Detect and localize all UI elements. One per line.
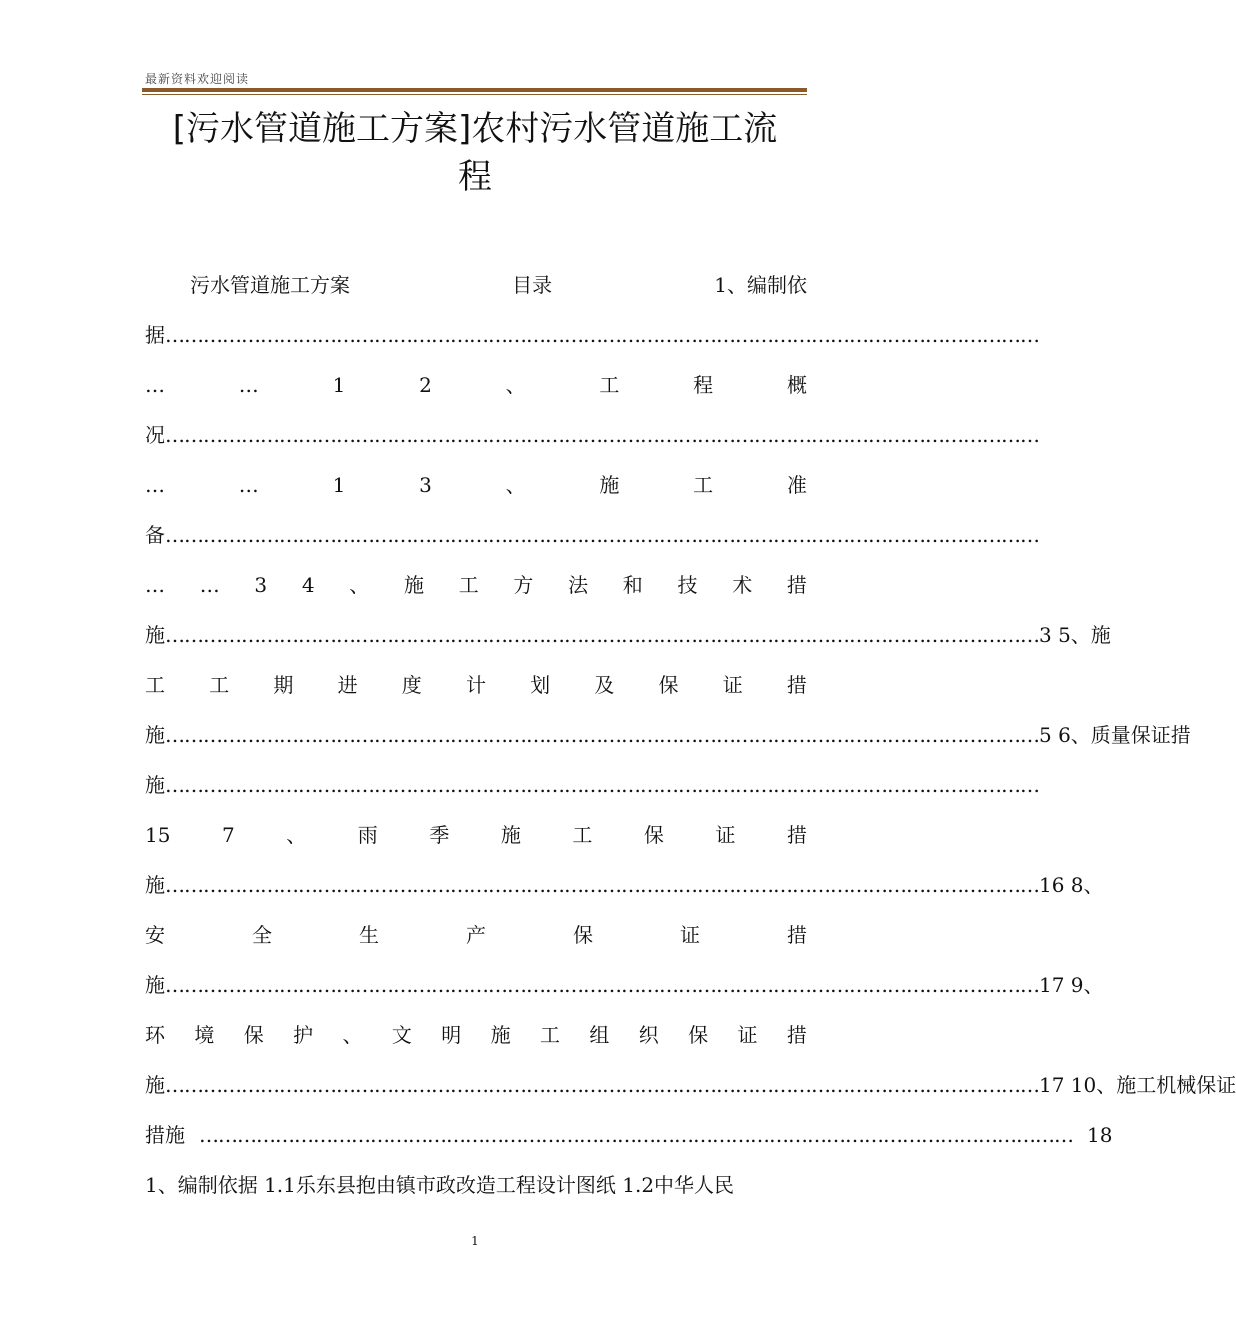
toc-token: 、 (342, 1023, 363, 1047)
toc-token: 1 (332, 373, 346, 397)
toc-token: 措 (786, 823, 807, 847)
toc-token: 保 (688, 1023, 709, 1047)
toc-line-4 (145, 420, 1039, 450)
toc-token: 证 (680, 923, 700, 947)
toc-token: 和 (622, 573, 643, 597)
toc-text: 施 (145, 873, 165, 897)
toc-token: 施 (599, 473, 620, 497)
leader-dots: ………………………………………………………………………………………………………………………… (165, 723, 1039, 747)
toc-line-10 (145, 720, 1191, 750)
leader-dots: ………………………………………………………………………………………………………………………… (165, 623, 1039, 647)
toc-text: 施 (145, 623, 165, 647)
toc-line-2 (145, 320, 1039, 350)
toc-token: 术 (732, 573, 753, 597)
toc-text: 施 (145, 723, 165, 747)
toc-token: 护 (293, 1023, 314, 1047)
toc-token: 保 (643, 823, 664, 847)
toc-token: 划 (530, 673, 551, 697)
toc-token: 、 (505, 473, 526, 497)
toc-text: 据 (145, 323, 165, 347)
document-title (142, 105, 808, 201)
title-line-2: 程 (458, 157, 492, 197)
toc-token: 工 (693, 473, 714, 497)
toc-token: 保 (243, 1023, 264, 1047)
toc-token: 工 (599, 373, 620, 397)
leader-dots: ………………………………………………………………………………………………………………………… (165, 873, 1039, 897)
toc-token: 法 (568, 573, 589, 597)
toc-token: 措 (786, 573, 807, 597)
toc-line-3 (145, 370, 807, 400)
leader-dots: ………………………………………………………………………………………………………………………… (165, 523, 1039, 547)
toc-token: 安 (145, 923, 165, 947)
toc-token: 保 (658, 673, 679, 697)
toc-line-15 (145, 970, 1104, 1000)
toc-token: 生 (359, 923, 379, 947)
toc-token: 及 (594, 673, 615, 697)
toc-token: 3 (254, 573, 268, 597)
toc-token: 污水管道施工方案 (190, 273, 350, 297)
page-number: 1 (471, 1234, 479, 1248)
toc-token: 织 (638, 1023, 659, 1047)
toc-token: 工 (458, 573, 479, 597)
toc-text: 施 (145, 1073, 165, 1097)
toc-token: … (199, 573, 220, 597)
toc-line-8 (145, 620, 1111, 650)
toc-token: 文 (391, 1023, 412, 1047)
toc-line-13 (145, 870, 1104, 900)
toc-token: 证 (722, 673, 743, 697)
toc-text: 18 (1087, 1123, 1113, 1147)
header-text: 最新资料欢迎阅读 (145, 72, 250, 86)
toc-token: 计 (465, 673, 486, 697)
toc-token: 环 (145, 1023, 165, 1047)
body-text-line: 1、编制依据 1.1乐东县抱由镇市政改造工程设计图纸 1.2中华人民 (145, 1173, 735, 1197)
toc-token: 全 (252, 923, 272, 947)
toc-token: 准 (786, 473, 807, 497)
toc-token: 、 (505, 373, 526, 397)
toc-token: 保 (573, 923, 593, 947)
leader-dots: ………………………………………………………………………………………………………………………… (199, 1123, 1073, 1147)
toc-token: 组 (589, 1023, 610, 1047)
toc-token: 施 (490, 1023, 511, 1047)
toc-text: 3 5、施 (1039, 623, 1111, 647)
toc-line-17 (145, 1070, 1236, 1100)
toc-token: 1 (332, 473, 346, 497)
toc-text: 措施 (145, 1123, 185, 1147)
toc-line-9 (145, 670, 807, 700)
toc-text: 况 (145, 423, 165, 447)
toc-text: 17 10、施工机械保证 (1039, 1073, 1236, 1097)
toc-token: … (145, 473, 165, 497)
toc-token: 季 (429, 823, 450, 847)
toc-token: 工 (540, 1023, 560, 1047)
toc-text: 施 (145, 773, 165, 797)
toc-token: 目录 (512, 273, 553, 297)
toc-token: 15 (145, 823, 171, 847)
toc-token: 2 (419, 373, 432, 397)
toc-text: 17 9、 (1039, 973, 1104, 997)
leader-dots: ………………………………………………………………………………………………………………………… (165, 323, 1039, 347)
toc-token: 证 (737, 1023, 758, 1047)
toc-token: 措 (786, 1023, 807, 1047)
toc-token: … (238, 373, 259, 397)
toc-token: 技 (677, 573, 698, 597)
leader-dots: ………………………………………………………………………………………………………………………… (165, 1073, 1039, 1097)
toc-token: 程 (693, 373, 714, 397)
toc-token: 证 (715, 823, 736, 847)
toc-line-7 (145, 570, 807, 600)
leader-dots: ………………………………………………………………………………………………………………………… (165, 423, 1039, 447)
toc-line-18 (145, 1120, 1113, 1150)
toc-text: 备 (145, 523, 165, 547)
toc-token: 进 (337, 673, 358, 697)
toc-text: 5 6、质量保证措 (1039, 723, 1191, 747)
toc-token: 方 (513, 573, 534, 597)
toc-text: 施 (145, 973, 165, 997)
toc-token: 、 (286, 823, 307, 847)
toc-token: 1、编制依 (714, 273, 807, 297)
toc-line-16 (145, 1020, 807, 1050)
toc-token: 施 (403, 573, 424, 597)
toc-token: 7 (221, 823, 235, 847)
toc-token: 境 (194, 1023, 215, 1047)
toc-text: 16 8、 (1039, 873, 1104, 897)
toc-token: 工 (572, 823, 593, 847)
toc-token: 措 (787, 923, 807, 947)
toc-token: … (145, 373, 165, 397)
toc-line-12 (145, 820, 807, 850)
toc-line-5 (145, 470, 807, 500)
header-rule-thick (142, 88, 807, 92)
toc-token: 明 (441, 1023, 462, 1047)
toc-line-6 (145, 520, 1039, 550)
toc-line-11 (145, 770, 1039, 800)
toc-token: 度 (401, 673, 422, 697)
toc-token: 产 (466, 923, 486, 947)
toc-token: 施 (500, 823, 521, 847)
toc-line-1 (145, 270, 807, 300)
toc-token: … (145, 573, 165, 597)
toc-token: 工 (209, 673, 230, 697)
title-line-1: [污水管道施工方案]农村污水管道施工流 (172, 109, 778, 149)
toc-token: 期 (273, 673, 294, 697)
toc-token: 措 (786, 673, 807, 697)
leader-dots: ………………………………………………………………………………………………………………………… (165, 973, 1039, 997)
leader-dots: ………………………………………………………………………………………………………………………… (165, 773, 1039, 797)
toc-token: 工 (145, 673, 165, 697)
toc-token: … (238, 473, 259, 497)
toc-token: 、 (349, 573, 370, 597)
toc-token: 4 (301, 573, 315, 597)
toc-token: 3 (419, 473, 432, 497)
toc-token: 雨 (357, 823, 378, 847)
header-rule-thin (142, 94, 807, 95)
toc-token: 概 (786, 373, 807, 397)
toc-line-14 (145, 920, 807, 950)
